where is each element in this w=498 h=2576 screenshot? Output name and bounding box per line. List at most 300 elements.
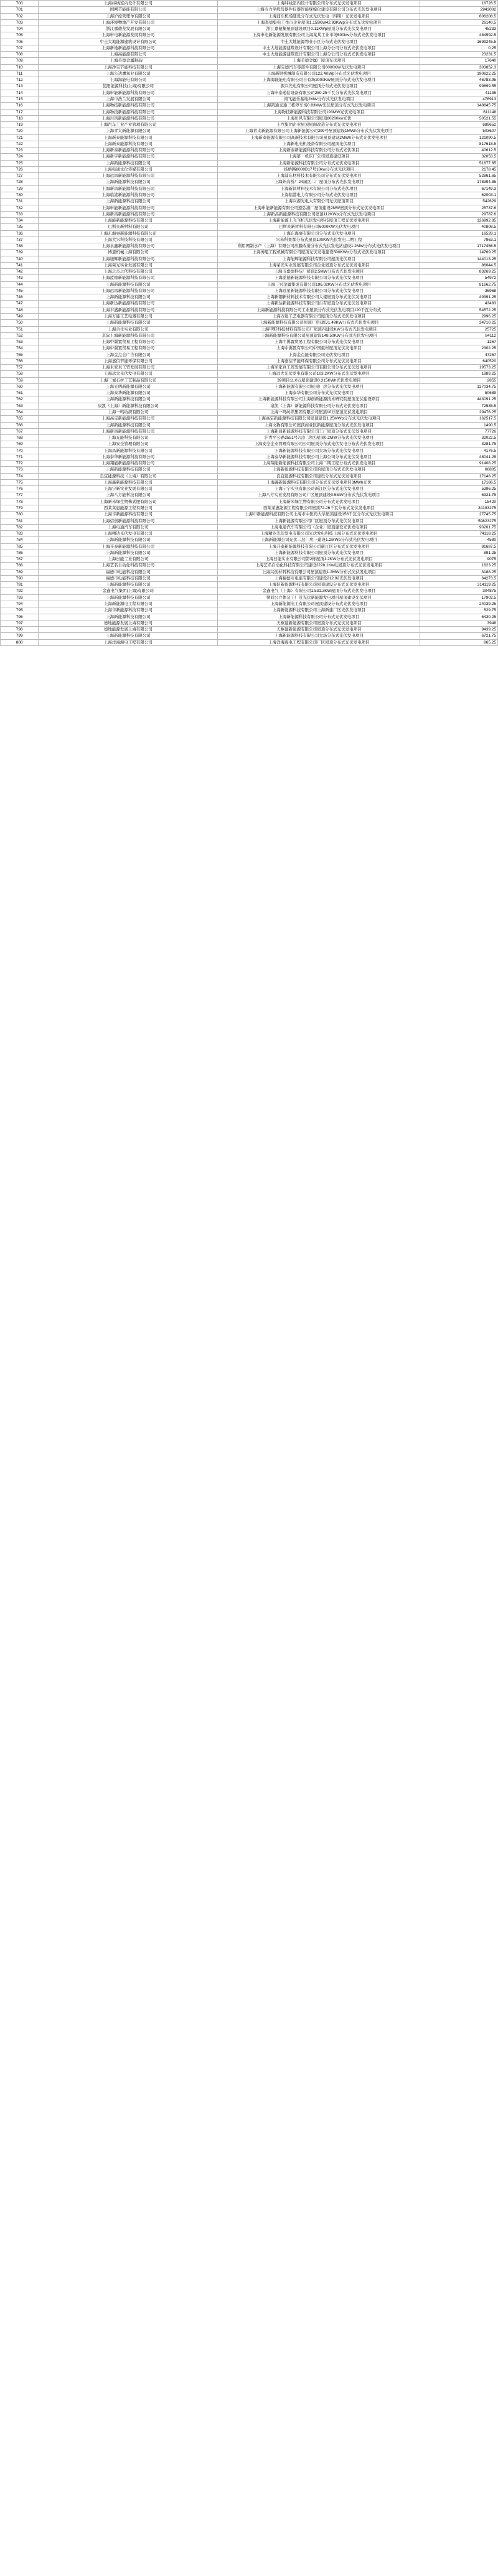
row-index: 728 bbox=[1, 179, 39, 185]
subsidy-amount: 1717456.5 bbox=[420, 243, 498, 250]
table-row bbox=[1, 269, 498, 275]
row-index: 713 bbox=[1, 83, 39, 90]
project-name: 上海申能新能源有限公司遵弘浦厂屋顶建设2MW屋顶分布式光伏发电项目 bbox=[218, 205, 420, 211]
applicant-name: 上海物技新能源科技有限公司 bbox=[39, 103, 218, 109]
project-name: 上海物技新能源科技有限公司193MW光伏发电项目 bbox=[218, 109, 420, 115]
subsidy-table bbox=[0, 0, 498, 646]
row-index: 774 bbox=[1, 473, 39, 479]
table-row bbox=[1, 332, 498, 339]
table-row bbox=[1, 627, 498, 633]
applicant-name: 上海新宇新能源科技有限公司 bbox=[39, 154, 218, 160]
table-row bbox=[1, 275, 498, 281]
applicant-name: 上海市新能源科技有限公司 bbox=[39, 512, 218, 518]
project-name: 上海新能源科技有限公司大场分布式光伏发电项目 bbox=[218, 447, 420, 454]
project-name: 上海安全企业管理有限公司公司屋顶分布式光伏发电分布式光伏发电项目 bbox=[218, 441, 420, 447]
project-name: 上海宝德汽车零部件有限公司6000KW光伏发电项目 bbox=[218, 64, 420, 70]
row-index: 768 bbox=[1, 435, 39, 441]
table-row bbox=[1, 307, 498, 313]
row-index: 712 bbox=[1, 77, 39, 83]
project-name: 振兴光电有限公司屋顶分布式光伏发电项目 bbox=[218, 83, 420, 90]
project-name: 上海新泰新能源科技有限公司分布式光伏项目 bbox=[218, 148, 420, 154]
row-index: 729 bbox=[1, 185, 39, 192]
applicant-name: 上海新昌新能源科技有限公司 bbox=[39, 185, 218, 192]
project-name: 上海宁宁实业有限公司新江区分布式光伏发电项目 bbox=[218, 486, 420, 492]
project-name: 上海米家真工贸发展有限公司有限公司分布式光伏发电项目 bbox=[218, 365, 420, 371]
table-row bbox=[1, 103, 498, 109]
table-row bbox=[1, 218, 498, 224]
project-name: 上海远星新能源科技有限公司分布式光伏发电项目 bbox=[218, 288, 420, 294]
table-row bbox=[1, 288, 498, 294]
project-name: 上海兴创材料科技有限公司屋顶建设1.2MW分布式光伏发电项目 bbox=[218, 569, 420, 575]
table-row bbox=[1, 19, 498, 26]
row-index: 743 bbox=[1, 275, 39, 281]
table-row bbox=[1, 594, 498, 601]
subsidy-amount: 48041.25 bbox=[420, 454, 498, 460]
table-row bbox=[1, 122, 498, 128]
project-name: 上海第一机床厂公司屋顶建设项目 bbox=[218, 154, 420, 160]
row-index: 761 bbox=[1, 390, 39, 396]
row-index: 752 bbox=[1, 332, 39, 339]
project-name: 上海新能源科技有限公司分布式光伏发电项目 bbox=[218, 614, 420, 620]
subsidy-amount: 29476.25 bbox=[420, 410, 498, 416]
table-row bbox=[1, 45, 498, 51]
subsidy-amount: 689652 bbox=[420, 122, 498, 128]
row-index: 717 bbox=[1, 109, 39, 115]
row-index: 711 bbox=[1, 70, 39, 77]
row-index: 709 bbox=[1, 58, 39, 64]
subsidy-amount: 27745.75 bbox=[420, 512, 498, 518]
applicant-name: 上海万能工艺电器有限公司 bbox=[39, 314, 218, 320]
applicant-name: 上海公达鹰氧业有限公司 bbox=[39, 70, 218, 77]
applicant-name: 上海申能新能源科技有限公司 bbox=[39, 90, 218, 96]
row-index: 702 bbox=[1, 13, 39, 19]
project-name: 上海中翼置有限公司中国重材屋顶光伏发电项目 bbox=[218, 345, 420, 352]
project-name: 上海新达新能源科技有限公司自有屋顶分布式光伏发电项目 bbox=[218, 301, 420, 307]
project-name: 上海新能源科技有限公司上海新建厂区光伏发电项目 bbox=[218, 607, 420, 614]
subsidy-amount: 5396.25 bbox=[420, 486, 498, 492]
row-index: 749 bbox=[1, 314, 39, 320]
subsidy-amount: 81662.75 bbox=[420, 281, 498, 288]
row-index: 725 bbox=[1, 160, 39, 166]
applicant-name: 上海汽车工业产业管理有限公司 bbox=[39, 122, 218, 128]
applicant-name: 上海中翼置贸易工程有限公司 bbox=[39, 339, 218, 345]
table-row bbox=[1, 383, 498, 390]
table-row bbox=[1, 301, 498, 307]
table-row bbox=[1, 512, 498, 518]
table-row bbox=[1, 556, 498, 563]
applicant-name: 上海开泰新能源科技有限公司 bbox=[39, 543, 218, 550]
row-index: 736 bbox=[1, 230, 39, 237]
table-row bbox=[1, 52, 498, 58]
project-name: 南飞能乐基地2MW分布式光伏发电项目 bbox=[218, 96, 420, 102]
subsidy-amount: 74118.25 bbox=[420, 531, 498, 537]
project-name: 上汽集团企业屋顶屋面改造分布式光伏发电项目 bbox=[218, 122, 420, 128]
subsidy-amount: 17902.5 bbox=[420, 594, 498, 601]
applicant-name: 上海物技新能源科技有限公司 bbox=[39, 109, 218, 115]
applicant-name: 西莱莱惠能源工程有限公司 bbox=[39, 505, 218, 511]
table-row bbox=[1, 607, 498, 614]
table-row bbox=[1, 262, 498, 268]
applicant-name: 上海东海事新能源科技有限公司 bbox=[39, 230, 218, 237]
project-name: 上海八方实业发展有限公司厂区屋顶建设0.5MW分布式光伏发电项目 bbox=[218, 492, 420, 499]
project-name: 上海甲野科技材料有限公司厂屋顶四建设KW分布式光伏发电项目 bbox=[218, 326, 420, 332]
row-index: 719 bbox=[1, 122, 39, 128]
subsidy-amount: 91408.25 bbox=[420, 461, 498, 467]
applicant-name: 上海安全管理有限公司 bbox=[39, 441, 218, 447]
row-index: 747 bbox=[1, 301, 39, 307]
applicant-name: 上海嘉信节能环保有限公司 bbox=[39, 358, 218, 364]
project-name: 上海精达光伏发电有限公司光伏发电科技上海分布式光伏发电项目 bbox=[218, 531, 420, 537]
table-row bbox=[1, 633, 498, 639]
row-index: 786 bbox=[1, 550, 39, 556]
project-name: 西莱莱惠能源工程有限公司屋顶72.26千瓦分布式光伏发电项目 bbox=[218, 505, 420, 511]
applicant-name: 上海新达新能源科技有限公司 bbox=[39, 301, 218, 307]
applicant-name: 浙江嘉德龙发展有限公司 bbox=[39, 26, 218, 32]
project-name: 中土大地能源建筑设计有限公司上海分公司分布式光伏发电项目 bbox=[218, 45, 420, 51]
row-index: 776 bbox=[1, 486, 39, 492]
table-row bbox=[1, 377, 498, 383]
table-row bbox=[1, 13, 498, 19]
row-index: 780 bbox=[1, 512, 39, 518]
applicant-name: 京际上海新能源科技有限公司 bbox=[39, 332, 218, 339]
row-index: 758 bbox=[1, 371, 39, 377]
subsidy-amount: 29787.6 bbox=[420, 211, 498, 217]
applicant-name: 良宜能源科技（上海）有限公司 bbox=[39, 473, 218, 479]
applicant-name: 上海新米绿生物株式肥有限公司 bbox=[39, 499, 218, 505]
applicant-name: 上海荣光实业发展有限公司 bbox=[39, 262, 218, 268]
project-name: 上海新昌新能源科技有限公司工厂屋顶分布式光伏发电项目 bbox=[218, 428, 420, 434]
row-index: 800 bbox=[1, 639, 39, 645]
applicant-name: 福德市电能科技有限公司 bbox=[39, 575, 218, 581]
row-index: 782 bbox=[1, 524, 39, 530]
project-name: 上海旭辉能源科技有限公司屋顶光伏项目 bbox=[218, 256, 420, 262]
project-name: 上海新昌新能源科技有限公司屋顶112KWp分布式光伏发电项目 bbox=[218, 211, 420, 217]
table-row bbox=[1, 243, 498, 250]
subsidy-amount: 66805 bbox=[420, 467, 498, 473]
subsidy-amount: 47267 bbox=[420, 352, 498, 358]
project-name: 上海纬线室内设计有限公司分布式光伏发电项目 bbox=[218, 1, 420, 7]
applicant-name: 上海新能源科技有限公司 bbox=[39, 179, 218, 185]
row-index: 741 bbox=[1, 262, 39, 268]
applicant-name: 上海永鑫新能源科技有限公司 bbox=[39, 243, 218, 250]
subsidy-amount: 2178.45 bbox=[420, 166, 498, 172]
subsidy-amount: 50521.55 bbox=[420, 115, 498, 121]
applicant-name: 上海丰盛新能源科技有限公司 bbox=[39, 307, 218, 313]
subsidy-amount: 51877.65 bbox=[420, 160, 498, 166]
project-name: 上海新能源科技有限公司大场分布式光伏发电项目 bbox=[218, 633, 420, 639]
row-index: 722 bbox=[1, 141, 39, 147]
applicant-name: 上海中翼置贸易工程有限公司 bbox=[39, 345, 218, 352]
project-name: 上海三兴金属集成有限公司196.02KW分布式光伏发电项目 bbox=[218, 281, 420, 288]
subsidy-amount: 162517.5 bbox=[420, 416, 498, 422]
row-index: 715 bbox=[1, 96, 39, 102]
table-row bbox=[1, 39, 498, 45]
row-index: 742 bbox=[1, 269, 39, 275]
project-name: 上海新泰能源有限公司高新技术有限公司屋顶建设2MWh分布式光伏发电项目 bbox=[218, 134, 420, 141]
applicant-name: 上海泰华新能源有限公司 bbox=[39, 390, 218, 396]
table-row bbox=[1, 601, 498, 607]
project-name: 上海蓝德新能源科技有限公司分布式光伏发电项目 bbox=[218, 275, 420, 281]
project-name: 上海新能源上飞飞机光伏发电科技屋顶工程光伏发电项目 bbox=[218, 218, 420, 224]
row-index: 731 bbox=[1, 199, 39, 205]
subsidy-amount: 3188.25 bbox=[420, 569, 498, 575]
row-index: 778 bbox=[1, 499, 39, 505]
applicant-name: 上海新昌新能源科技有限公司 bbox=[39, 428, 218, 434]
row-index: 767 bbox=[1, 428, 39, 434]
table-row bbox=[1, 230, 498, 237]
project-name: 上海美德金属厂屋顶光伏项目 bbox=[218, 58, 420, 64]
row-index: 784 bbox=[1, 537, 39, 543]
project-name: 中土大地能源建筑设计有限公司上海分公司分布式光伏发电项目 bbox=[218, 52, 420, 58]
project-name: 上海市嘉德科技厂屋顶2.5MW分布式光伏发电项目 bbox=[218, 269, 420, 275]
applicant-name: 中土大地能源建筑设计有限公司 bbox=[39, 39, 218, 45]
row-index: 790 bbox=[1, 575, 39, 581]
project-name: 39项目11.0万屋顶建设0.315KWh光伏发电项目 bbox=[218, 377, 420, 383]
table-body bbox=[1, 1, 498, 646]
subsidy-amount: 503607 bbox=[420, 128, 498, 134]
subsidy-amount: 9439.25 bbox=[420, 627, 498, 633]
applicant-name: 巴斯夫新材料有限公司 bbox=[39, 224, 218, 230]
project-name: 上海远大光伏发电有限公司103.2KW分布式光伏发电项目 bbox=[218, 371, 420, 377]
subsidy-amount: 640520 bbox=[420, 358, 498, 364]
project-name: 期间公立体及工厂及光伏新能源发电项目屋顶建设光伏项目 bbox=[218, 594, 420, 601]
row-index: 783 bbox=[1, 531, 39, 537]
applicant-name: 上海净宝节能科技有限公司 bbox=[39, 64, 218, 70]
applicant-name: 上海新能源科技有限公司 bbox=[39, 633, 218, 639]
table-row bbox=[1, 64, 498, 70]
applicant-name: 上海市新能源科技有限公司 bbox=[39, 607, 218, 614]
row-index: 710 bbox=[1, 64, 39, 70]
subsidy-amount: 1623.25 bbox=[420, 563, 498, 569]
row-index: 791 bbox=[1, 582, 39, 588]
applicant-name: 优阳能源科技(上海)有限公司 bbox=[39, 83, 218, 90]
subsidy-amount: 86044.5 bbox=[420, 262, 498, 268]
project-name: 天枢建新能源有限公司屋顶分布式光伏发电项目 bbox=[218, 620, 420, 626]
subsidy-amount: 121090.5 bbox=[420, 134, 498, 141]
subsidy-amount: 6321.75 bbox=[420, 492, 498, 499]
project-name: 上海青太新能源有限公司上海新能源公司399号屋顶建设1MWh分布式光伏发电项目 bbox=[218, 128, 420, 134]
table-row bbox=[1, 575, 498, 581]
project-name: 上海艺名自动化科技有限公司建设2228.1Kw电屋顶分布式光伏发电项目 bbox=[218, 563, 420, 569]
subsidy-amount: 865.25 bbox=[420, 639, 498, 645]
subsidy-amount: 19573.25 bbox=[420, 365, 498, 371]
table-row bbox=[1, 416, 498, 422]
subsidy-amount: 49391.25 bbox=[420, 294, 498, 301]
project-name: 上海外高桥厂24届区二厂屋顶分布式光伏发电项目 bbox=[218, 179, 420, 185]
subsidy-amount: 25737.6 bbox=[420, 205, 498, 211]
row-index: 785 bbox=[1, 543, 39, 550]
project-name: 利用网制水产（上海）有限公司应服改造分布式光伏发电站建设1.2MW分布式光伏发电项目 bbox=[218, 243, 420, 250]
subsidy-amount: 2943002 bbox=[420, 7, 498, 13]
project-name: 上海新钢机械制造有限公司122.4KWp分布式光伏发电项目 bbox=[218, 70, 420, 77]
subsidy-amount: 1699245.5 bbox=[420, 39, 498, 45]
row-index: 753 bbox=[1, 339, 39, 345]
table-row bbox=[1, 109, 498, 115]
subsidy-amount: 46783.95 bbox=[420, 77, 498, 83]
subsidy-amount: 77726 bbox=[420, 428, 498, 434]
applicant-name: 上海临港新能源科技有限公司 bbox=[39, 192, 218, 198]
row-index: 723 bbox=[1, 148, 39, 154]
table-row bbox=[1, 447, 498, 454]
table-row bbox=[1, 461, 498, 467]
subsidy-amount: 99899.55 bbox=[420, 83, 498, 90]
subsidy-amount: 542629 bbox=[420, 199, 498, 205]
row-index: 718 bbox=[1, 115, 39, 121]
row-index: 703 bbox=[1, 19, 39, 26]
table-row bbox=[1, 543, 498, 550]
project-name: 泉凯（上海）新能源科技有限公司分布式光伏发电项目 bbox=[218, 403, 420, 409]
subsidy-amount: 26140.5 bbox=[420, 19, 498, 26]
applicant-name: 上海市浩兰发展有限公司 bbox=[39, 96, 218, 102]
table-row bbox=[1, 410, 498, 416]
project-name: 上海新能源科技有限公司上海创新能源技术研究院屋顶光伏建设项目 bbox=[218, 396, 420, 403]
row-index: 757 bbox=[1, 365, 39, 371]
applicant-name: 上海金点会广告有限公司 bbox=[39, 352, 218, 358]
row-index: 708 bbox=[1, 52, 39, 58]
table-row bbox=[1, 154, 498, 160]
applicant-name: 上海一鸣纺织有限公司 bbox=[39, 410, 218, 416]
row-index: 769 bbox=[1, 441, 39, 447]
row-index: 745 bbox=[1, 288, 39, 294]
project-name: 上海新能源科技有限公司工业屋顶分布式光伏发电项目120千瓦分布式 bbox=[218, 307, 420, 313]
applicant-name: 上海米家真工贸发展有限公司 bbox=[39, 365, 218, 371]
project-name: 上海新能源公司光伏二层厂房三建设1.2MWp分布式光伏发电项目 bbox=[218, 537, 420, 543]
applicant-name: 上海申电新能源发展有限公司 bbox=[39, 32, 218, 39]
row-index: 755 bbox=[1, 352, 39, 358]
subsidy-amount: 17148.25 bbox=[420, 473, 498, 479]
row-index: 744 bbox=[1, 281, 39, 288]
row-index: 700 bbox=[1, 1, 39, 7]
table-row bbox=[1, 224, 498, 230]
project-name: 上海中翼置贸易工程有限公司分布式光伏发电项目 bbox=[218, 339, 420, 345]
applicant-name: 上海新能源科技有限公司 bbox=[39, 422, 218, 428]
applicant-name: 上海新能源科技有限公司 bbox=[39, 396, 218, 403]
row-index: 799 bbox=[1, 633, 39, 639]
subsidy-amount: 443091.25 bbox=[420, 396, 498, 403]
table-row bbox=[1, 179, 498, 185]
table-row bbox=[1, 486, 498, 492]
project-name: 上海新昌材料技术有限公司分布式光伏项目 bbox=[218, 185, 420, 192]
applicant-name: 上海泰华新能源科技有限公司 bbox=[39, 454, 218, 460]
applicant-name: 上海新能源科技有限公司 bbox=[39, 537, 218, 543]
subsidy-amount: 314119.25 bbox=[420, 582, 498, 588]
applicant-name: 金鑫电气集团(上海)有限公司 bbox=[39, 588, 218, 594]
project-name: 上海东海事有限公司分布式光伏发电项目 bbox=[218, 230, 420, 237]
project-name: 上海申泰通信设备有限公司250.25千瓦分布式光伏发电项目 bbox=[218, 90, 420, 96]
subsidy-amount: 126992.85 bbox=[420, 218, 498, 224]
project-name: 上海泰华新能源科技有限公司上海公司分布式光伏发电项目 bbox=[218, 454, 420, 460]
applicant-name: 上海新泰能源科技有限公司 bbox=[39, 141, 218, 147]
project-name: 上海电通汽车有限公司（企业）屋顶建设光伏发电项目 bbox=[218, 524, 420, 530]
row-index: 765 bbox=[1, 416, 39, 422]
project-name: 上海兴源光电大有限公司光伏屋顶项目 bbox=[218, 199, 420, 205]
table-row bbox=[1, 422, 498, 428]
project-name: 上海新电电机设备有限公司屋顶光伏项目 bbox=[218, 141, 420, 147]
table-row bbox=[1, 435, 498, 441]
subsidy-amount: 4580 bbox=[420, 537, 498, 543]
project-name: 上海新能源科技有限公司分布式光伏发电项目 bbox=[218, 160, 420, 166]
project-name: 上海信新能源科技有限公司屋顶建设分布式光伏发电项目 bbox=[218, 582, 420, 588]
subsidy-amount: 16726.5 bbox=[420, 1, 498, 7]
applicant-name: 上海三诚石材工艺制品有限公司 bbox=[39, 377, 218, 383]
row-index: 720 bbox=[1, 128, 39, 134]
applicant-name: 上海新能源科技有限公司 bbox=[39, 294, 218, 301]
applicant-name: 上海高宝新能源科技有限公司 bbox=[39, 416, 218, 422]
applicant-name: 上海翔能新能源科技有限公司 bbox=[39, 461, 218, 467]
table-row bbox=[1, 358, 498, 364]
project-name: 上海新能源电工有限公司屋顶建设分布式光伏发电项目 bbox=[218, 601, 420, 607]
subsidy-amount: 45233 bbox=[420, 26, 498, 32]
applicant-name: 上海新能源科技有限公司 bbox=[39, 614, 218, 620]
project-name: 上海市新能源科技有限公司上海市中医药大学屋顶建设156千瓦分布式光伏发电项目 bbox=[218, 512, 420, 518]
table-row bbox=[1, 320, 498, 326]
table-row bbox=[1, 563, 498, 569]
subsidy-amount: 178394.85 bbox=[420, 179, 498, 185]
row-index: 771 bbox=[1, 454, 39, 460]
project-name: 上海新米绿生物有限公司分布式光伏发电项目 bbox=[218, 499, 420, 505]
subsidy-amount: 40808.5 bbox=[420, 224, 498, 230]
project-name: 上海博恩工程机械有限公司屋顶光伏发电建设500KWp分布式光伏发电项目 bbox=[218, 250, 420, 256]
subsidy-amount: 15420 bbox=[420, 499, 498, 505]
table-row bbox=[1, 32, 498, 39]
row-index: 795 bbox=[1, 607, 39, 614]
table-row bbox=[1, 639, 498, 645]
project-name: 上海洋海海电工程有限公司厂区屋顶分布式光伏发电项目 bbox=[218, 639, 420, 645]
row-index: 764 bbox=[1, 410, 39, 416]
applicant-name: 上海之杰之代科技有限公司 bbox=[39, 269, 218, 275]
subsidy-amount: 148845.75 bbox=[420, 103, 498, 109]
row-index: 787 bbox=[1, 556, 39, 563]
row-index: 772 bbox=[1, 461, 39, 467]
subsidy-amount: 72535.5 bbox=[420, 403, 498, 409]
subsidy-amount: 6430.25 bbox=[420, 614, 498, 620]
table-row bbox=[1, 77, 498, 83]
row-index: 734 bbox=[1, 218, 39, 224]
subsidy-amount: 84112 bbox=[420, 332, 498, 339]
table-row bbox=[1, 173, 498, 179]
table-row bbox=[1, 7, 498, 13]
row-index: 788 bbox=[1, 563, 39, 569]
row-index: 750 bbox=[1, 320, 39, 326]
row-index: 730 bbox=[1, 192, 39, 198]
applicant-name: 上海洋海海电工程有限公司 bbox=[39, 639, 218, 645]
table-row bbox=[1, 614, 498, 620]
project-name: 上海浦东材料技术有限公司分布式光伏发电项目 bbox=[218, 173, 420, 179]
applicant-name: 上海电通文化传媒有限公司 bbox=[39, 166, 218, 172]
applicant-name: 上海蓝德新能源科技有限公司 bbox=[39, 275, 218, 281]
subsidy-amount: 41136 bbox=[420, 90, 498, 96]
subsidy-amount: 90201.75 bbox=[420, 524, 498, 530]
row-index: 793 bbox=[1, 594, 39, 601]
table-row bbox=[1, 26, 498, 32]
table-row bbox=[1, 250, 498, 256]
table-row bbox=[1, 326, 498, 332]
subsidy-amount: 476913 bbox=[420, 96, 498, 102]
table-row bbox=[1, 148, 498, 154]
table-row bbox=[1, 479, 498, 485]
row-index: 756 bbox=[1, 358, 39, 364]
row-index: 724 bbox=[1, 154, 39, 160]
project-name: 上海凯通交通三栋停车场0.83MW光伏屋顶分布式光伏发电项目 bbox=[218, 103, 420, 109]
row-index: 735 bbox=[1, 224, 39, 230]
table-row bbox=[1, 256, 498, 262]
table-row bbox=[1, 237, 498, 243]
row-index: 777 bbox=[1, 492, 39, 499]
table-row bbox=[1, 365, 498, 371]
applicant-name: 上海新能源科技有限公司 bbox=[39, 281, 218, 288]
subsidy-amount: 3281.75 bbox=[420, 441, 498, 447]
project-name: 上海金点能有限公司光伏发电项目 bbox=[218, 352, 420, 358]
